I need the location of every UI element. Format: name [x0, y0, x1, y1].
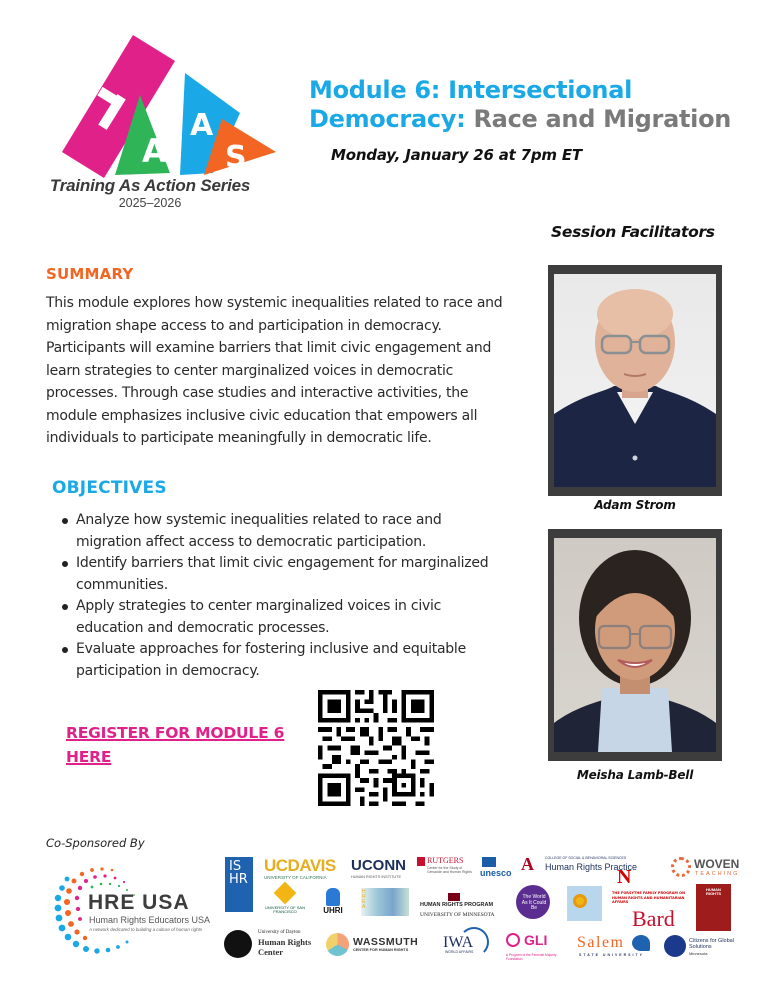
- gli-figure-icon: [506, 933, 520, 947]
- uconn-text: UCONN: [351, 857, 406, 874]
- unesco-text: unesco: [480, 868, 512, 878]
- rutgers-sub: Center for the Study of Genocide and Human Rights: [427, 866, 472, 874]
- iwa-sub: WORLD AFFAIRS: [445, 950, 474, 954]
- rutgers-shield-icon: [417, 857, 425, 866]
- dayton-sub: University of Dayton: [258, 930, 301, 935]
- usf-emblem-icon: [274, 882, 297, 905]
- minnesota-text: HUMAN RIGHTS PROGRAM: [420, 902, 494, 908]
- cosponsored-heading: Co-Sponsored By: [46, 836, 145, 850]
- cgs-globe-icon: [664, 935, 686, 957]
- ucdavis-sub: UNIVERSITY OF CALIFORNIA: [264, 875, 327, 880]
- svg-text:S: S: [225, 140, 247, 175]
- uhri-hand-icon: [326, 888, 340, 906]
- arizona-sub: COLLEGE OF SOCIAL & BEHAVIORAL SCIENCES: [545, 856, 627, 860]
- bard-logo: Bard: [632, 906, 675, 931]
- wassmuth-circle-icon: [326, 933, 349, 956]
- register-link[interactable]: REGISTER FOR MODULE 6 HERE: [66, 724, 285, 766]
- nebraska-n-icon: N: [617, 866, 632, 888]
- hre-usa-logo: [40, 858, 212, 958]
- woven-sub: TEACHING: [695, 871, 740, 877]
- world-could-be-logo: [516, 885, 550, 919]
- title-subtitle: Race and Migration: [473, 105, 732, 133]
- minnesota-sub: UNIVERSITY OF MINNESOTA: [420, 911, 495, 918]
- facilitators-heading: Session Facilitators: [551, 223, 715, 241]
- uconn-logo: [351, 858, 406, 880]
- nebraska-sub: THE FORSYTHE FAMILY PROGRAM ON HUMAN RIGHTS AND HUMANITARIAN AFFAIRS: [612, 891, 686, 905]
- dayton-chapel-icon: [224, 930, 252, 958]
- facilitator-photo-meisha-lamb-bell: [554, 538, 716, 752]
- facilitator-photo-adam-strom: [554, 274, 716, 487]
- hrea-text: HREA: [362, 889, 366, 910]
- ucdavis-logo: [264, 857, 336, 881]
- dayton-text: Human Rights Center: [258, 937, 312, 957]
- rutgers-logo: [417, 857, 473, 874]
- book-title: HUMAN RIGHTS: [705, 887, 722, 896]
- objectives-heading: OBJECTIVES: [52, 478, 167, 498]
- hrea-logo: [361, 888, 409, 916]
- salem-sub: STATE UNIVERSITY: [579, 953, 644, 957]
- event-date: Monday, January 26 at 7pm ET: [331, 146, 582, 164]
- world-could-be-text: The World As It Could Be: [521, 894, 547, 911]
- objective-item: Analyze how systemic inequalities related to race and migration affect access to democratic participation.: [62, 510, 502, 553]
- cgs-sub: Minnesota: [689, 951, 708, 956]
- arizona-text: Human Rights Practice: [545, 862, 638, 872]
- wassmuth-text: WASSMUTH: [353, 936, 419, 948]
- summary-body: This module explores how systemic inequalities related to race and migration shape access to and participation in democracy. Participants will examine barriers that limit civic engagement and learn strategies to center marginalized voices in democratic processes. Through case studies and interactive activities, the module emphasizes inclusive civic education that empowers all individuals to participate meaningfully in democratic life.: [46, 295, 503, 446]
- wassmuth-sub: CENTER FOR HUMAN RIGHTS: [353, 948, 409, 952]
- facilitator-photo-frame: [548, 265, 722, 496]
- iwa-text: IWA: [443, 934, 474, 951]
- unesco-logo: [480, 857, 520, 878]
- hre-subtitle: Human Rights Educators USA: [89, 915, 211, 925]
- uhri-logo: [318, 888, 348, 915]
- unesco-temple-icon: [482, 857, 496, 867]
- salem-ship-icon: [632, 935, 650, 951]
- uhri-text: UHRI: [323, 906, 343, 915]
- svg-text:A: A: [142, 132, 167, 170]
- human-rights-book-logo: [696, 884, 731, 931]
- objective-item: Apply strategies to center marginalized voices in civic education and democratic processes.: [62, 596, 502, 639]
- taas-logo: [30, 15, 280, 190]
- qr-code-icon[interactable]: [318, 690, 434, 806]
- series-name: Training As Action Series: [49, 176, 251, 195]
- facilitator-photo-frame: [548, 529, 722, 761]
- woven-flower-icon: [671, 857, 691, 877]
- salem-text: Salem: [577, 934, 625, 951]
- woven-text: WOVEN: [694, 857, 740, 871]
- arizona-a-icon: A: [521, 854, 534, 874]
- iwa-logo: [441, 927, 489, 959]
- cgs-text: Citizens for Global Solutions: [689, 938, 734, 951]
- usf-text: UNIVERSITY OF SAN FRANCISCO: [265, 905, 305, 914]
- person-portrait-icon: [554, 538, 716, 752]
- svg-text:A: A: [190, 108, 214, 143]
- sunflower-logo: [567, 886, 602, 921]
- rutgers-text: RUTGERS: [427, 856, 464, 865]
- ishr-text: IS HR: [229, 859, 248, 887]
- objective-item: Evaluate approaches for fostering inclusive and equitable participation in democracy.: [62, 639, 502, 682]
- hre-title: HRE USA: [88, 891, 190, 914]
- facilitator-name: Meisha Lamb-Bell: [576, 768, 694, 782]
- hre-tagline: A network dedicated to building a culture of human rights: [89, 927, 203, 932]
- objectives-list: [62, 510, 502, 682]
- gli-text: GLI: [524, 932, 548, 948]
- person-portrait-icon: [554, 274, 716, 487]
- usf-logo: [265, 885, 305, 914]
- minnesota-m-icon: [448, 893, 460, 901]
- series-years: 2025–2026: [118, 196, 182, 210]
- page-title: [309, 76, 759, 134]
- facilitator-name: Adam Strom: [594, 498, 676, 512]
- objective-item: Identify barriers that limit civic engagement for marginalized communities.: [62, 553, 502, 596]
- gli-sub: A Program of the Feminist Majority Foundation: [506, 953, 557, 962]
- ucdavis-text: UCDAVIS: [264, 856, 336, 875]
- summary-heading: SUMMARY: [46, 265, 134, 283]
- sunflower-icon: [573, 894, 587, 908]
- uconn-sub: HUMAN RIGHTS INSTITUTE: [351, 875, 401, 879]
- ishr-logo: [225, 857, 253, 912]
- title-accent: Democracy:: [309, 105, 466, 133]
- logo-caption: [30, 176, 270, 210]
- title-line-1: Module 6: Intersectional: [309, 76, 633, 104]
- minnesota-logo: [420, 893, 500, 918]
